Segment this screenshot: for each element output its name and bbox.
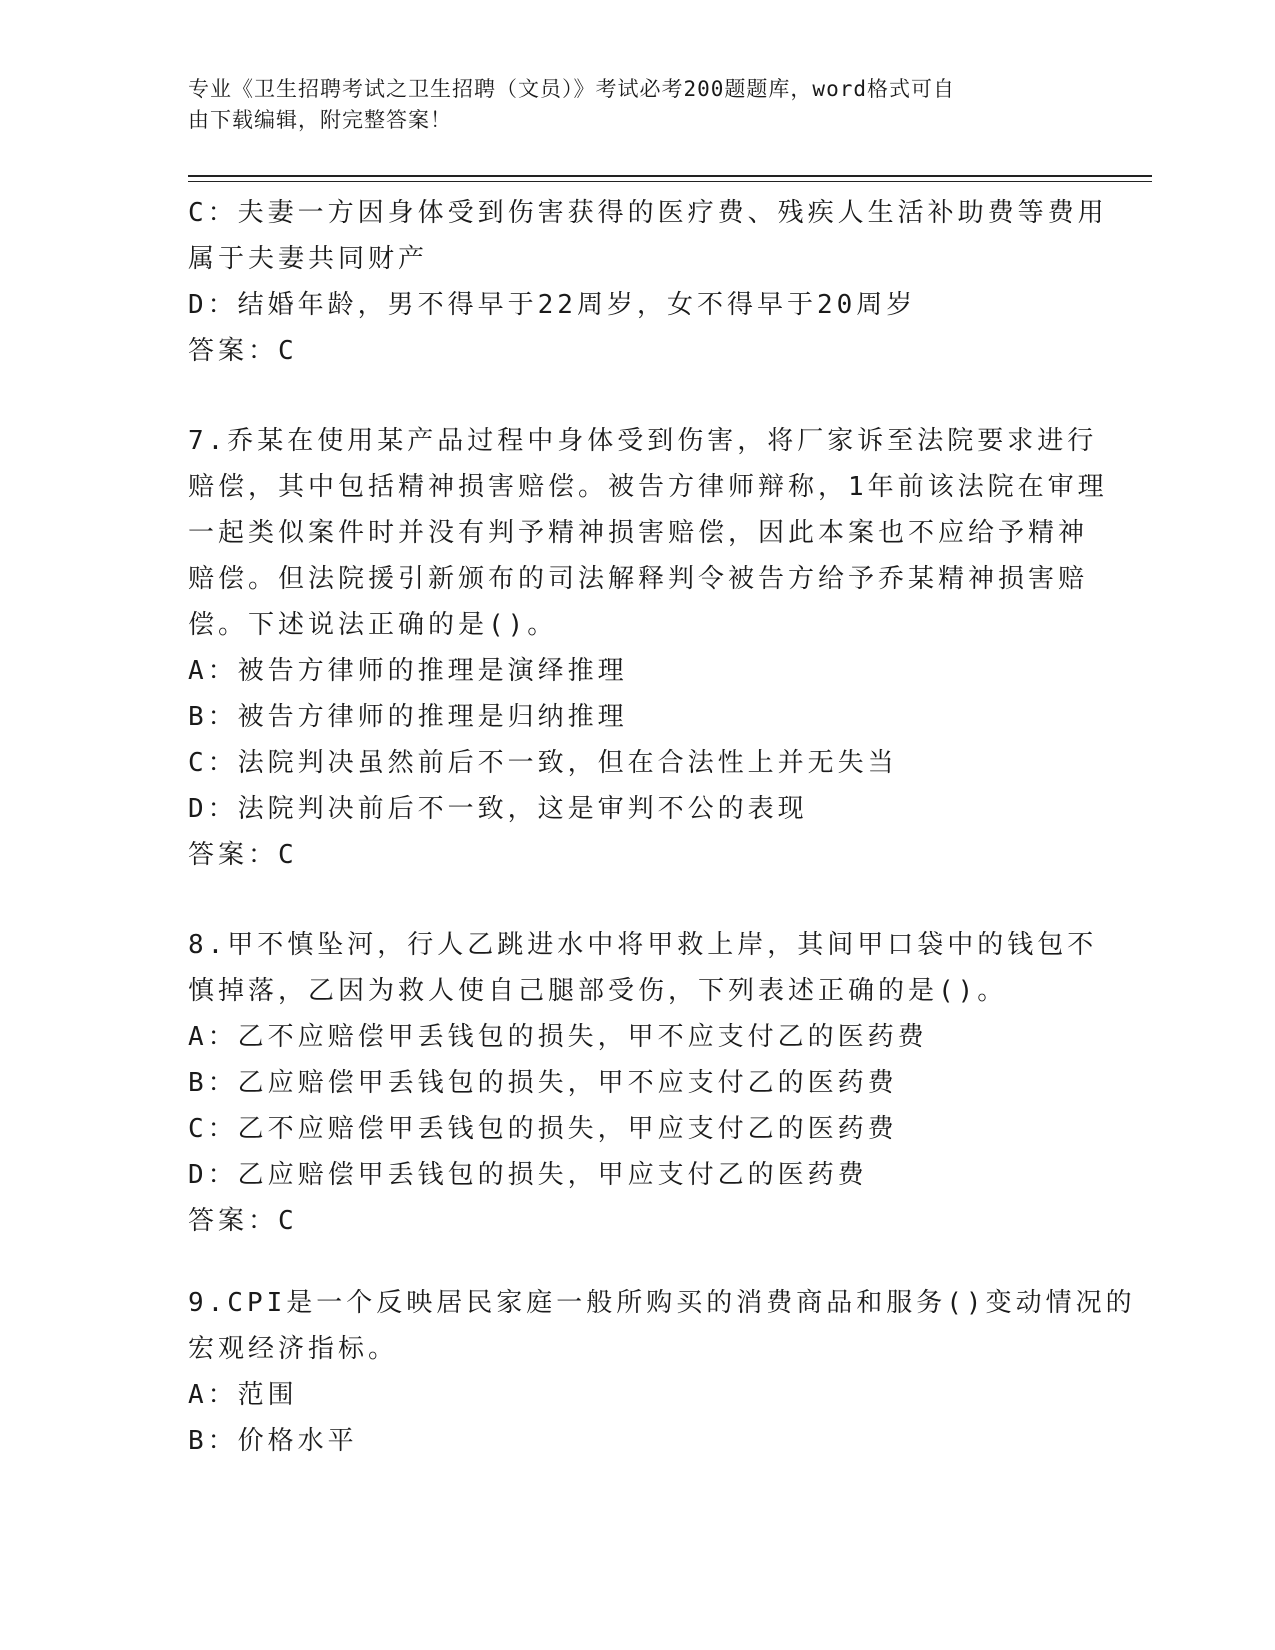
question-8 (188, 922, 1098, 1244)
option-a: A：乙不应赔偿甲丢钱包的损失，甲不应支付乙的医药费 (188, 1022, 928, 1052)
header-line: 专业《卫生招聘考试之卫生招聘（文员）》考试必考200题题库，word格式可自 (188, 77, 955, 101)
question-9 (188, 1280, 1136, 1464)
option-a: A：范围 (188, 1380, 298, 1410)
option-c: C：夫妻一方因身体受到伤害获得的医疗费、残疾人生活补助费等费用 (188, 198, 1108, 228)
question-7 (188, 418, 1108, 878)
document-body (188, 190, 1136, 1464)
option-c-continued: 属于夫妻共同财产 (188, 244, 429, 274)
question-stem: 赔偿，其中包括精神损害赔偿。被告方律师辩称，1年前该法院在审理 (188, 472, 1108, 502)
option-b: B：被告方律师的推理是归纳推理 (188, 702, 628, 732)
question-stem: 9.CPI是一个反映居民家庭一般所购买的消费商品和服务()变动情况的 (188, 1288, 1136, 1318)
header-line: 由下载编辑，附完整答案！ (188, 108, 452, 132)
question-stem: 宏观经济指标。 (188, 1334, 399, 1364)
option-d: D：乙应赔偿甲丢钱包的损失，甲应支付乙的医药费 (188, 1160, 868, 1190)
answer: 答案：C (188, 1206, 298, 1236)
question-stem: 8.甲不慎坠河，行人乙跳进水中将甲救上岸，其间甲口袋中的钱包不 (188, 930, 1098, 960)
option-a: A：被告方律师的推理是演绎推理 (188, 656, 628, 686)
answer: 答案：C (188, 336, 298, 366)
option-c: C：法院判决虽然前后不一致，但在合法性上并无失当 (188, 748, 898, 778)
question-stem: 偿。下述说法正确的是()。 (188, 610, 558, 640)
option-d: D：结婚年龄，男不得早于22周岁，女不得早于20周岁 (188, 290, 917, 320)
document-header (188, 74, 1078, 136)
option-c: C：乙不应赔偿甲丢钱包的损失，甲应支付乙的医药费 (188, 1114, 898, 1144)
option-d: D：法院判决前后不一致，这是审判不公的表现 (188, 794, 808, 824)
header-divider (188, 181, 1152, 182)
question-stem: 7.乔某在使用某产品过程中身体受到伤害，将厂家诉至法院要求进行 (188, 426, 1098, 456)
header-divider (188, 175, 1152, 177)
question-stem: 慎掉落，乙因为救人使自己腿部受伤，下列表述正确的是()。 (188, 976, 1008, 1006)
option-b: B：价格水平 (188, 1426, 358, 1456)
question-stem: 一起类似案件时并没有判予精神损害赔偿，因此本案也不应给予精神 (188, 518, 1089, 548)
question-stem: 赔偿。但法院援引新颁布的司法解释判令被告方给予乔某精神损害赔 (188, 564, 1089, 594)
answer: 答案：C (188, 840, 298, 870)
question-6 (188, 190, 1108, 374)
option-b: B：乙应赔偿甲丢钱包的损失，甲不应支付乙的医药费 (188, 1068, 898, 1098)
